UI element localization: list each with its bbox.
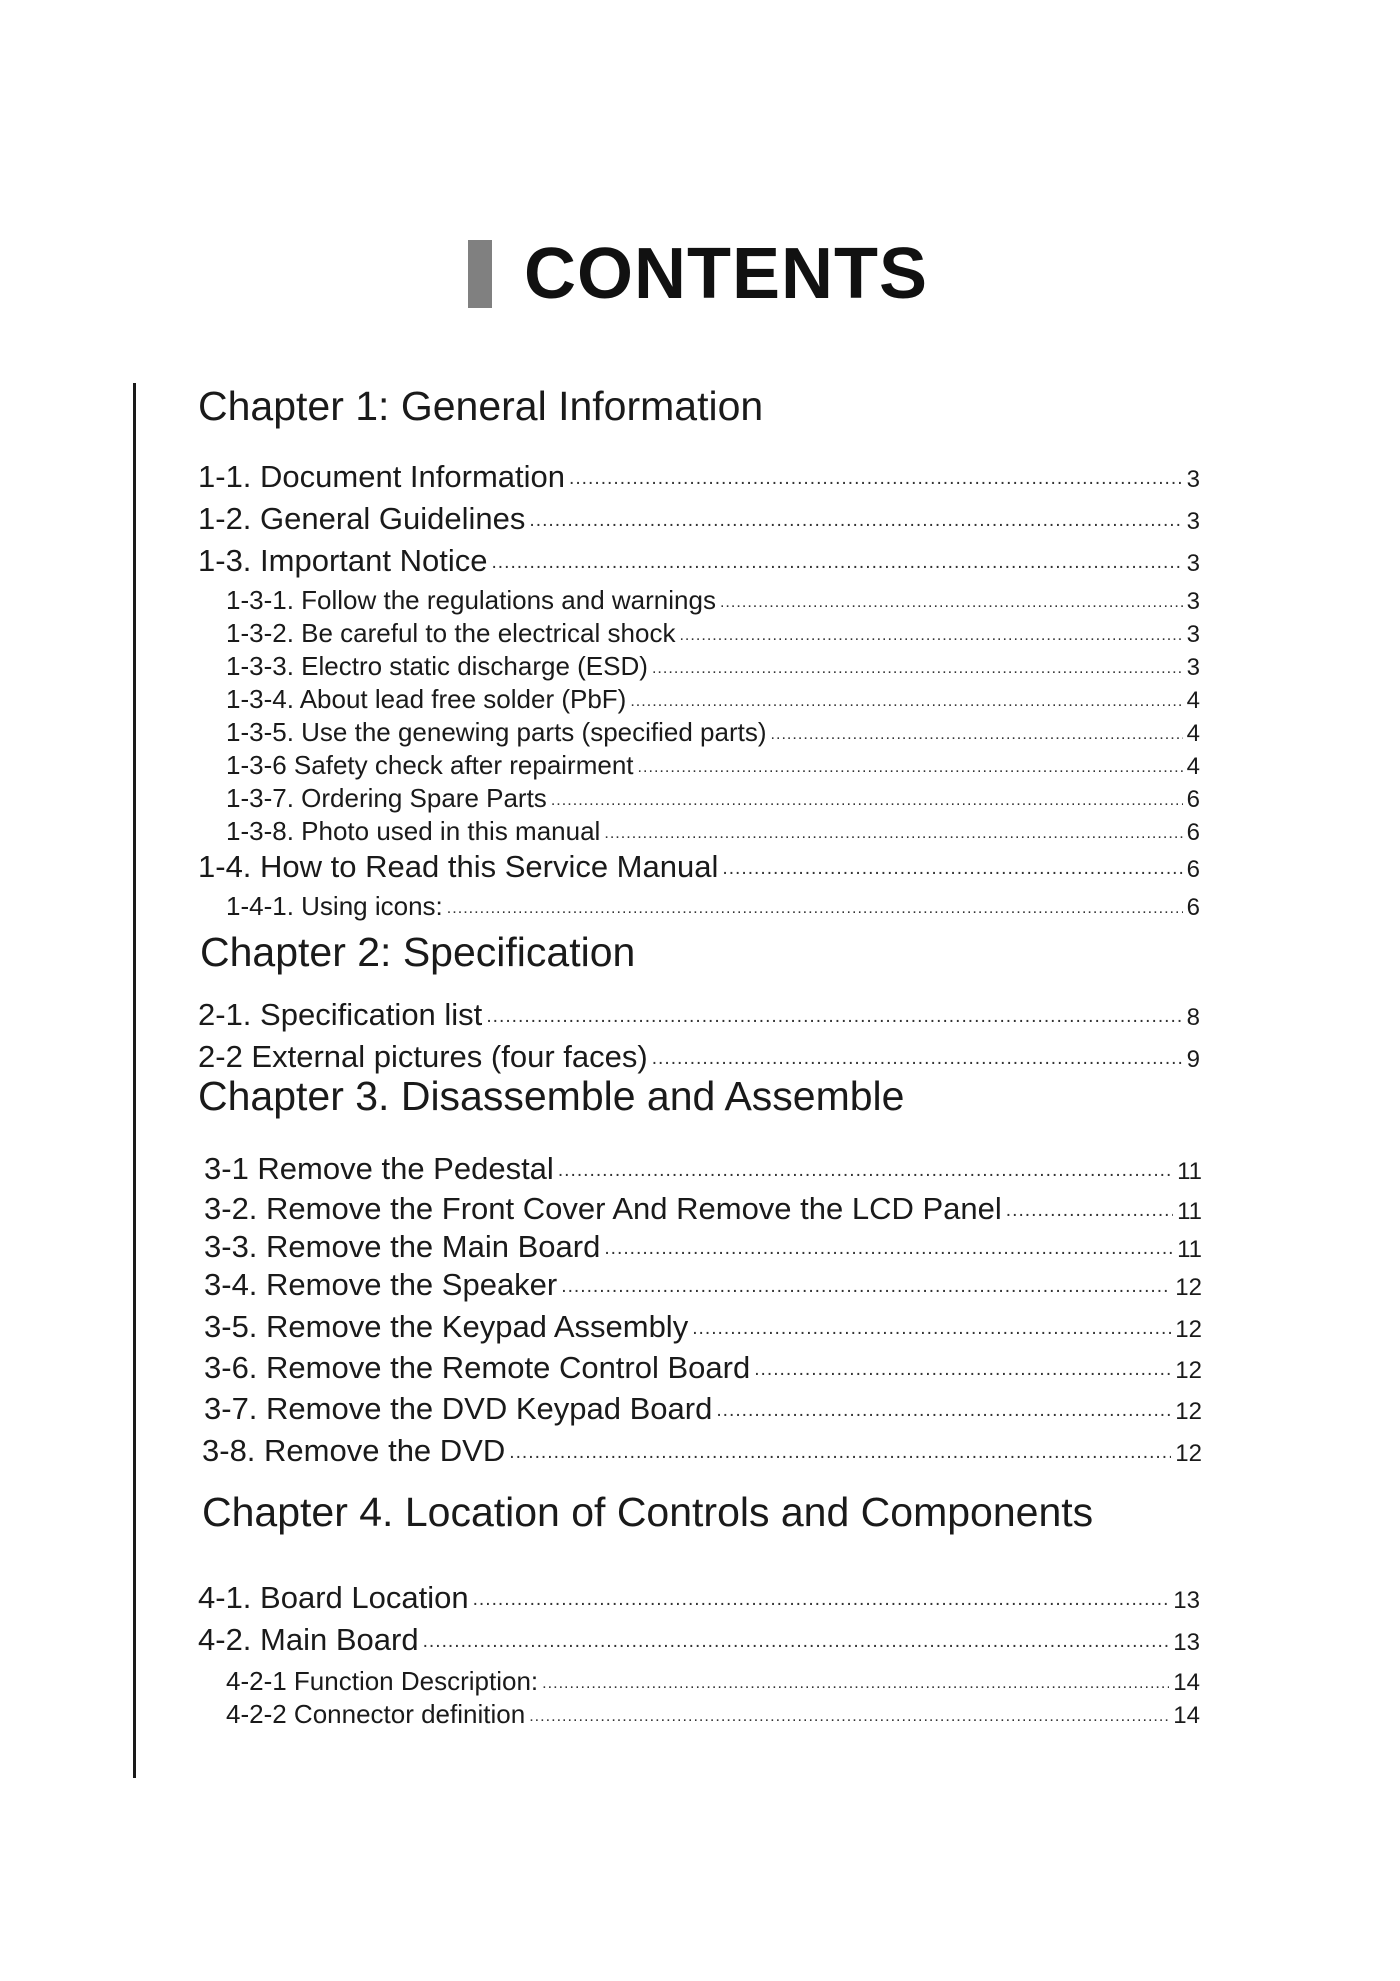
toc-entry-label: 3-4. Remove the Speaker <box>204 1267 558 1302</box>
toc-entry[interactable] <box>226 682 1200 713</box>
toc-entry-page: 14 <box>1173 1702 1200 1729</box>
toc-entry-page: 12 <box>1175 1274 1202 1301</box>
page-title: CONTENTS <box>524 234 928 314</box>
toc-entry[interactable] <box>204 1347 1202 1383</box>
toc-entry-page: 6 <box>1186 856 1200 883</box>
toc-entry-page: 12 <box>1175 1398 1202 1425</box>
toc-entry-page: 4 <box>1186 720 1200 747</box>
dot-leader <box>558 1148 1173 1179</box>
dot-leader <box>486 994 1182 1025</box>
toc-entry-label: 1-3-1. Follow the regulations and warnings <box>226 585 716 615</box>
toc-entry-page: 12 <box>1175 1357 1202 1384</box>
toc-entry[interactable] <box>226 1697 1200 1728</box>
toc-entry-label: 3-8. Remove the DVD <box>202 1433 506 1468</box>
toc-entry[interactable] <box>198 846 1200 882</box>
dot-leader <box>529 498 1182 529</box>
toc-entry[interactable] <box>202 1430 1202 1466</box>
toc-entry-page: 12 <box>1175 1440 1202 1467</box>
toc-entry[interactable] <box>226 781 1200 812</box>
dot-leader <box>561 1264 1171 1295</box>
dot-leader <box>447 889 1183 915</box>
toc-entry[interactable] <box>198 540 1200 576</box>
toc-entry[interactable] <box>226 715 1200 746</box>
dot-leader <box>1006 1188 1173 1219</box>
toc-entry-page: 11 <box>1177 1236 1202 1263</box>
dot-leader <box>569 456 1183 487</box>
toc-entry-page: 11 <box>1177 1198 1202 1225</box>
dot-leader <box>604 814 1182 840</box>
toc-entry[interactable] <box>204 1388 1202 1424</box>
toc-entry-label: 3-2. Remove the Front Cover And Remove the LCD Panel <box>204 1191 1002 1226</box>
toc-entry[interactable] <box>226 889 1200 920</box>
toc-entry-label: 4-2-2 Connector definition <box>226 1699 526 1729</box>
toc-entry-label: 3-3. Remove the Main Board <box>204 1229 601 1264</box>
toc-entry-page: 3 <box>1186 588 1200 615</box>
dot-leader <box>722 846 1182 877</box>
toc-entry-label: 2-1. Specification list <box>198 997 483 1032</box>
dot-leader <box>652 1036 1183 1067</box>
toc-entry-label: 1-3-3. Electro static discharge (ESD) <box>226 651 648 681</box>
dot-leader <box>630 682 1182 708</box>
toc-entry-page: 3 <box>1186 466 1200 493</box>
toc-entry-page: 4 <box>1186 753 1200 780</box>
toc-entry-page: 13 <box>1173 1629 1200 1656</box>
dot-leader <box>679 616 1182 642</box>
toc-entry-page: 6 <box>1186 819 1200 846</box>
toc-entry[interactable] <box>226 616 1200 647</box>
dot-leader <box>551 781 1183 807</box>
toc-entry-label: 1-3-7. Ordering Spare Parts <box>226 783 547 813</box>
toc-entry-page: 3 <box>1186 550 1200 577</box>
toc-entry[interactable] <box>226 583 1200 614</box>
toc-entry-label: 1-4-1. Using icons: <box>226 891 443 921</box>
chapter-heading: Chapter 3. Disassemble and Assemble <box>198 1073 905 1119</box>
dot-leader <box>473 1577 1170 1608</box>
toc-entry[interactable] <box>226 1664 1200 1695</box>
toc-entry[interactable] <box>198 1619 1200 1655</box>
toc-entry[interactable] <box>204 1226 1202 1262</box>
toc-entry-page: 9 <box>1186 1046 1200 1073</box>
toc-entry-label: 4-2-1 Function Description: <box>226 1666 539 1696</box>
toc-entry[interactable] <box>226 649 1200 680</box>
toc-entry[interactable] <box>198 1577 1200 1613</box>
toc-entry-page: 14 <box>1173 1669 1200 1696</box>
dot-leader <box>692 1306 1171 1337</box>
toc-entry-label: 4-2. Main Board <box>198 1622 419 1657</box>
toc-entry[interactable] <box>204 1306 1202 1342</box>
toc-entry-label: 1-3-5. Use the genewing parts (specified parts) <box>226 717 767 747</box>
toc-entry-label: 1-2. General Guidelines <box>198 501 526 536</box>
toc-entry[interactable] <box>204 1264 1202 1300</box>
toc-entry[interactable] <box>226 814 1200 845</box>
toc-entry[interactable] <box>226 748 1200 779</box>
dot-leader <box>509 1430 1171 1461</box>
toc-entry-page: 12 <box>1175 1316 1202 1343</box>
toc-entry-page: 3 <box>1186 654 1200 681</box>
toc-entry-page: 6 <box>1186 894 1200 921</box>
dot-leader <box>638 748 1183 774</box>
dot-leader <box>491 540 1182 571</box>
toc-entry[interactable] <box>204 1148 1202 1184</box>
toc-entry-label: 1-4. How to Read this Service Manual <box>198 849 719 884</box>
toc-entry-label: 1-3-4. About lead free solder (PbF) <box>226 684 627 714</box>
dot-leader <box>716 1388 1171 1419</box>
dot-leader <box>771 715 1183 741</box>
toc-entry-label: 3-5. Remove the Keypad Assembly <box>204 1309 689 1344</box>
toc-entry-label: 2-2 External pictures (four faces) <box>198 1039 648 1074</box>
toc-entry-page: 4 <box>1186 687 1200 714</box>
toc-entry-label: 1-3-8. Photo used in this manual <box>226 816 601 846</box>
toc-entry-label: 3-7. Remove the DVD Keypad Board <box>204 1391 713 1426</box>
chapter-heading: Chapter 1: General Information <box>198 383 764 429</box>
toc-entry-page: 3 <box>1186 508 1200 535</box>
toc-entry-page: 8 <box>1186 1004 1200 1031</box>
toc-entry-page: 13 <box>1173 1587 1200 1614</box>
chapter-heading: Chapter 4. Location of Controls and Components <box>202 1489 1094 1535</box>
dot-leader <box>542 1664 1169 1690</box>
toc-entry-page: 11 <box>1177 1158 1202 1185</box>
toc-entry[interactable] <box>198 994 1200 1030</box>
toc-entry[interactable] <box>198 498 1200 534</box>
dot-leader <box>720 583 1183 609</box>
toc-entry-label: 3-6. Remove the Remote Control Board <box>204 1350 751 1385</box>
chapter-heading: Chapter 2: Specification <box>200 929 636 975</box>
toc-entry-label: 1-3-2. Be careful to the electrical shock <box>226 618 676 648</box>
toc-entry[interactable] <box>204 1188 1202 1224</box>
toc-entry[interactable] <box>198 1036 1200 1072</box>
dot-leader <box>423 1619 1170 1650</box>
toc-entry-label: 1-3. Important Notice <box>198 543 488 578</box>
dot-leader <box>754 1347 1171 1378</box>
toc-entry-label: 1-1. Document Information <box>198 459 566 494</box>
toc-entry-page: 3 <box>1186 621 1200 648</box>
toc-entry[interactable] <box>198 456 1200 492</box>
dot-leader <box>652 649 1183 675</box>
toc-entry-label: 4-1. Board Location <box>198 1580 469 1615</box>
toc-entry-label: 1-3-6 Safety check after repairment <box>226 750 634 780</box>
dot-leader <box>604 1226 1173 1257</box>
dot-leader <box>529 1697 1169 1723</box>
toc-entry-page: 6 <box>1186 786 1200 813</box>
toc-entry-label: 3-1 Remove the Pedestal <box>204 1151 554 1186</box>
